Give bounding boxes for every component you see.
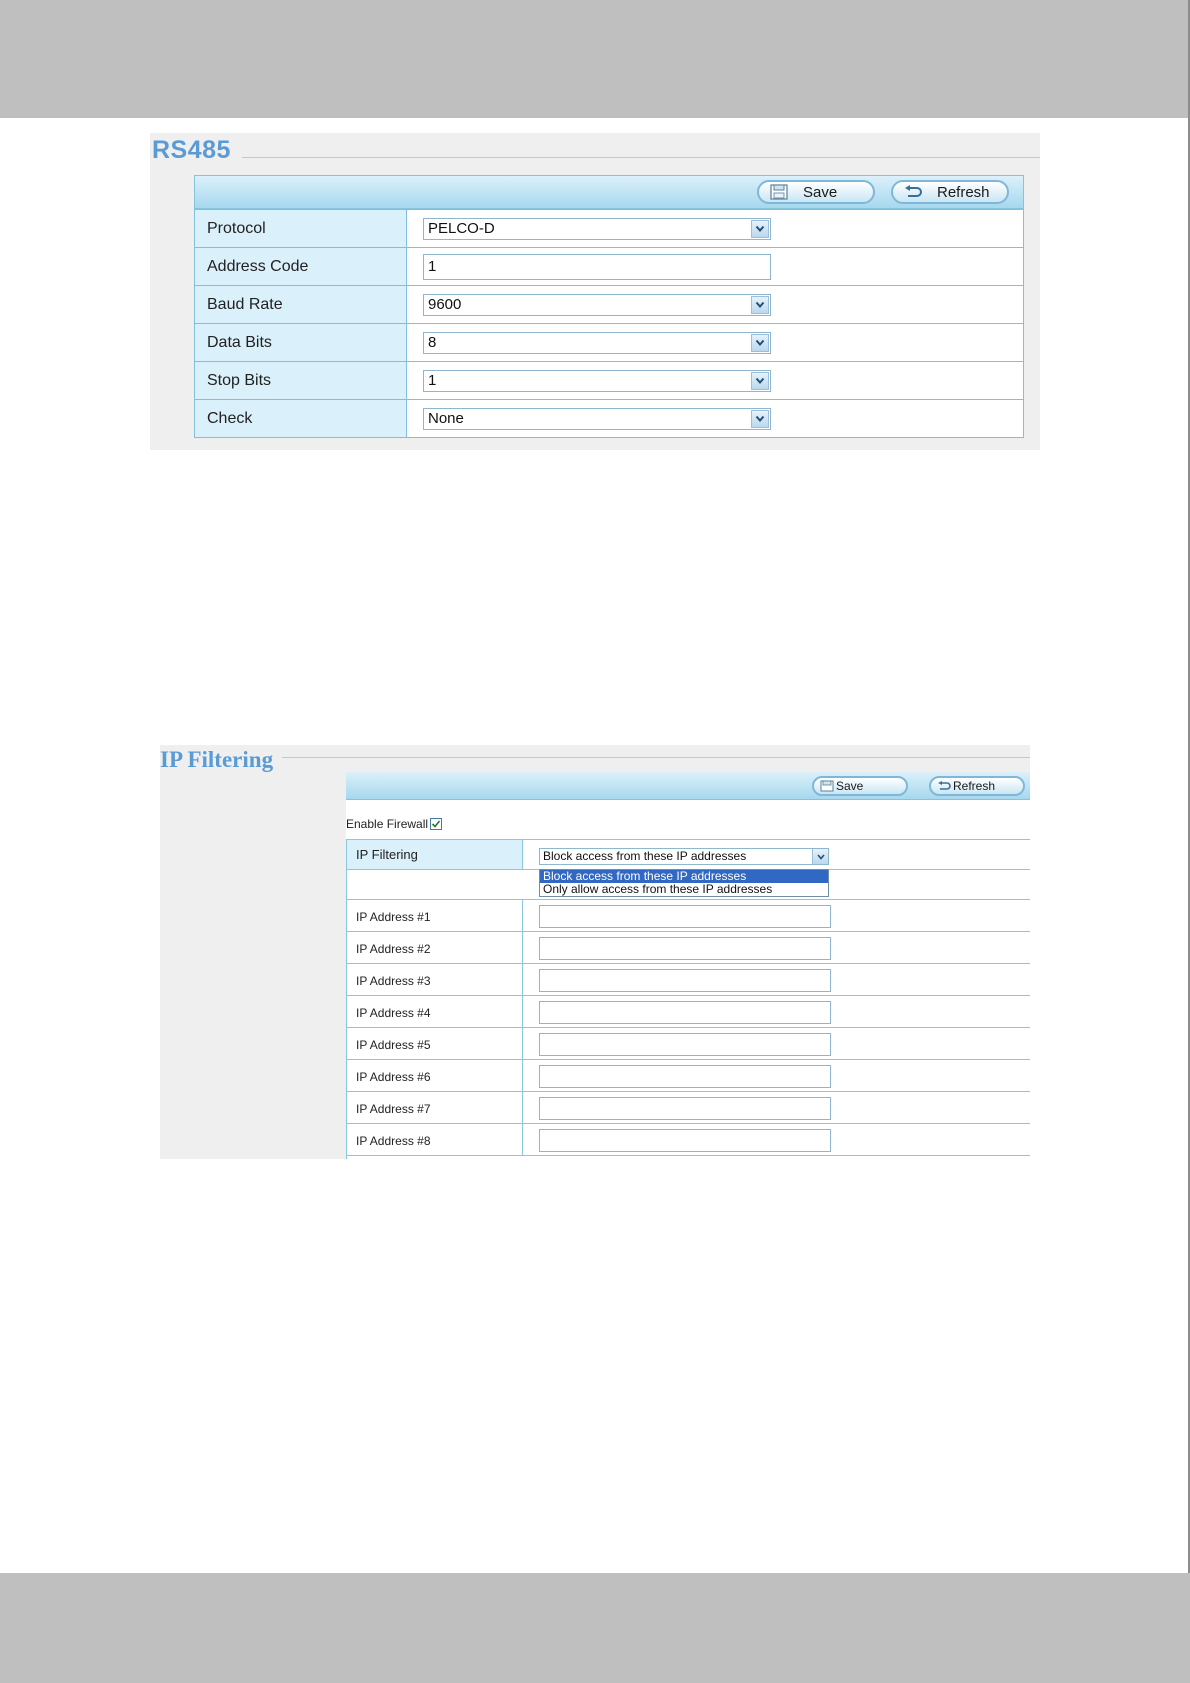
rs485-panel — [150, 133, 1040, 450]
rs485-refresh-button[interactable] — [891, 180, 1009, 204]
rs485-title: RS485 — [152, 136, 231, 164]
rs485-field-label: Data Bits — [195, 324, 407, 362]
rs485-select-value: 1 — [428, 371, 437, 389]
ip-filtering-title-divider — [282, 757, 1030, 758]
rs485-field-value-cell — [407, 400, 1024, 438]
rs485-row — [195, 248, 1024, 286]
rs485-select[interactable] — [423, 370, 771, 392]
ip-address-row — [346, 1092, 1030, 1124]
ip-address-row — [346, 932, 1030, 964]
rs485-row — [195, 286, 1024, 324]
ip-address-input[interactable] — [539, 969, 831, 992]
ip-address-label: IP Address #2 — [346, 932, 523, 963]
rs485-select[interactable] — [423, 332, 771, 354]
ip-filtering-dropdown-list — [539, 869, 829, 897]
rs485-field-label: Baud Rate — [195, 286, 407, 324]
ip-address-input[interactable] — [539, 1001, 831, 1024]
rs485-select-value: PELCO-D — [428, 219, 495, 237]
ip-address-input[interactable] — [539, 1097, 831, 1120]
rs485-save-label: Save — [803, 183, 838, 201]
page-header-band — [0, 0, 1190, 118]
ip-filtering-select[interactable] — [539, 848, 829, 865]
checkmark-icon — [431, 819, 441, 829]
rs485-row — [195, 400, 1024, 438]
ip-filtering-select-value: Block access from these IP addresses — [543, 849, 747, 863]
rs485-toolbar — [194, 175, 1024, 209]
rs485-select-value: None — [428, 409, 464, 427]
ip-filtering-option[interactable]: Only allow access from these IP addresses — [543, 882, 773, 896]
rs485-field-value-cell — [407, 362, 1024, 400]
rs485-row — [195, 210, 1024, 248]
rs485-refresh-label: Refresh — [937, 183, 990, 201]
enable-firewall-row — [346, 817, 442, 831]
ip-address-row — [346, 996, 1030, 1028]
ip-address-label: IP Address #5 — [346, 1028, 523, 1059]
rs485-field-label: Stop Bits — [195, 362, 407, 400]
chevron-down-icon[interactable] — [751, 220, 769, 238]
ip-address-label: IP Address #7 — [346, 1092, 523, 1123]
ip-filtering-toolbar — [346, 772, 1030, 800]
save-icon — [820, 780, 834, 792]
chevron-down-icon[interactable] — [751, 334, 769, 352]
ip-filtering-title: IP Filtering — [160, 747, 274, 772]
rs485-select[interactable] — [423, 408, 771, 430]
rs485-select[interactable] — [423, 294, 771, 316]
ip-address-label: IP Address #8 — [346, 1124, 523, 1155]
rs485-text-input[interactable]: 1 — [423, 254, 771, 280]
rs485-title-divider — [242, 157, 1040, 158]
rs485-field-label: Address Code — [195, 248, 407, 286]
rs485-field-value-cell — [407, 210, 1024, 248]
ip-filtering-content — [346, 772, 1030, 1159]
ip-refresh-button[interactable] — [929, 776, 1025, 796]
ip-filtering-panel — [160, 745, 1030, 1159]
rs485-select[interactable] — [423, 218, 771, 240]
ip-save-label: Save — [836, 779, 864, 793]
rs485-save-button[interactable] — [757, 180, 875, 204]
ip-address-input[interactable] — [539, 905, 831, 928]
rs485-row — [195, 324, 1024, 362]
ip-address-input[interactable] — [539, 1129, 831, 1152]
ip-address-row — [346, 1060, 1030, 1092]
ip-address-label: IP Address #6 — [346, 1060, 523, 1091]
save-icon — [769, 184, 789, 200]
chevron-down-icon[interactable] — [751, 410, 769, 428]
rs485-select-value: 8 — [428, 333, 437, 351]
rs485-row — [195, 362, 1024, 400]
chevron-down-icon[interactable] — [751, 372, 769, 390]
ip-address-row — [346, 1124, 1030, 1156]
page-footer-band — [0, 1573, 1190, 1683]
rs485-field-label: Check — [195, 400, 407, 438]
enable-firewall-label: Enable Firewall — [346, 817, 429, 831]
rs485-field-label: Protocol — [195, 210, 407, 248]
chevron-down-icon[interactable] — [751, 296, 769, 314]
ip-address-label: IP Address #4 — [346, 996, 523, 1027]
ip-address-row — [346, 1028, 1030, 1060]
refresh-icon — [903, 184, 923, 200]
refresh-icon — [937, 780, 951, 792]
ip-address-input[interactable] — [539, 937, 831, 960]
ip-filtering-label: IP Filtering — [346, 840, 523, 869]
rs485-field-value-cell — [407, 324, 1024, 362]
ip-address-row — [346, 900, 1030, 932]
ip-save-button[interactable] — [812, 776, 908, 796]
chevron-down-icon[interactable] — [812, 849, 828, 864]
ip-address-input[interactable] — [539, 1033, 831, 1056]
ip-address-label: IP Address #1 — [346, 900, 523, 931]
ip-refresh-label: Refresh — [953, 779, 996, 793]
rs485-settings-table — [194, 209, 1024, 438]
rs485-field-value-cell — [407, 248, 1024, 286]
enable-firewall-checkbox[interactable] — [430, 818, 442, 830]
ip-address-input[interactable] — [539, 1065, 831, 1088]
ip-filtering-row — [346, 839, 1030, 870]
ip-filtering-option[interactable]: Block access from these IP addresses — [540, 870, 828, 883]
rs485-select-value: 9600 — [428, 295, 462, 313]
ip-address-label: IP Address #3 — [346, 964, 523, 995]
ip-address-row — [346, 964, 1030, 996]
rs485-field-value-cell — [407, 286, 1024, 324]
